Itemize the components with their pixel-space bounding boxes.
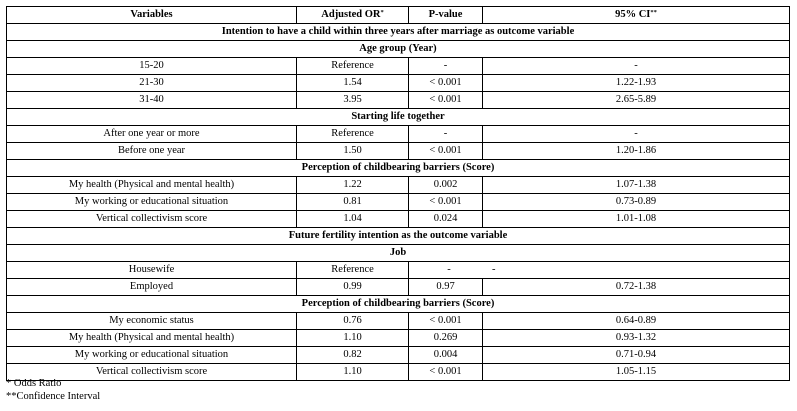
row-or: 3.95	[297, 92, 409, 109]
group-title-row	[7, 296, 790, 313]
row-pvalue: 0.004	[409, 347, 483, 364]
section-title: Intention to have a child within three years after marriage as outcome variable	[7, 24, 790, 41]
row-ci: -	[492, 264, 496, 275]
header-ci: 95% CI**	[483, 7, 790, 24]
row-pvalue: < 0.001	[409, 364, 483, 381]
row-or: Reference	[297, 126, 409, 143]
row-label: 15-20	[7, 58, 297, 75]
row-pvalue: -	[447, 264, 451, 275]
table-row	[7, 364, 790, 381]
group-title-row	[7, 160, 790, 177]
row-or: Reference	[297, 262, 409, 279]
table-row	[7, 126, 790, 143]
row-label: Vertical collectivism score	[7, 364, 297, 381]
row-label: My economic status	[7, 313, 297, 330]
row-pvalue: -	[409, 126, 483, 143]
section-title: Future fertility intention as the outcome variable	[7, 228, 790, 245]
odds-ratio-table	[6, 6, 790, 381]
table-row	[7, 194, 790, 211]
row-label: 21-30	[7, 75, 297, 92]
row-pvalue: < 0.001	[409, 313, 483, 330]
table-row	[7, 143, 790, 160]
table-row	[7, 92, 790, 109]
row-ci: 0.71-0.94	[483, 347, 790, 364]
row-pvalue: 0.97	[409, 279, 483, 296]
row-pvalue: < 0.001	[409, 75, 483, 92]
row-pvalue: < 0.001	[409, 143, 483, 160]
row-or: 1.22	[297, 177, 409, 194]
row-or: 0.81	[297, 194, 409, 211]
group-title: Perception of childbearing barriers (Score)	[7, 160, 790, 177]
group-title: Job	[7, 245, 790, 262]
table-row	[7, 177, 790, 194]
group-title-row	[7, 41, 790, 58]
row-ci: 0.93-1.32	[483, 330, 790, 347]
row-pvalue-ci	[409, 262, 790, 279]
row-or: 0.76	[297, 313, 409, 330]
group-title-row	[7, 245, 790, 262]
header-variables: Variables	[7, 7, 297, 24]
row-ci: 1.22-1.93	[483, 75, 790, 92]
row-label: 31-40	[7, 92, 297, 109]
footnotes	[6, 377, 100, 403]
row-or: 1.50	[297, 143, 409, 160]
section-title-row	[7, 24, 790, 41]
row-pvalue: < 0.001	[409, 194, 483, 211]
row-label: Before one year	[7, 143, 297, 160]
row-ci: -	[483, 126, 790, 143]
row-label: My health (Physical and mental health)	[7, 177, 297, 194]
group-title: Starting life together	[7, 109, 790, 126]
row-ci: 0.73-0.89	[483, 194, 790, 211]
row-or: 1.10	[297, 364, 409, 381]
row-ci: 1.20-1.86	[483, 143, 790, 160]
row-pvalue: 0.269	[409, 330, 483, 347]
row-label: After one year or more	[7, 126, 297, 143]
row-ci: 0.64-0.89	[483, 313, 790, 330]
row-ci: 1.05-1.15	[483, 364, 790, 381]
row-pvalue: < 0.001	[409, 92, 483, 109]
row-or: Reference	[297, 58, 409, 75]
group-title: Perception of childbearing barriers (Score)	[7, 296, 790, 313]
group-title-row	[7, 109, 790, 126]
header-pvalue: P-value	[409, 7, 483, 24]
table-row	[7, 330, 790, 347]
table-row	[7, 211, 790, 228]
row-label: Housewife	[7, 262, 297, 279]
row-pvalue: 0.002	[409, 177, 483, 194]
group-title: Age group (Year)	[7, 41, 790, 58]
table-row	[7, 347, 790, 364]
header-row	[7, 7, 790, 24]
row-ci: 2.65-5.89	[483, 92, 790, 109]
row-or: 1.04	[297, 211, 409, 228]
row-pvalue: -	[409, 58, 483, 75]
row-ci: -	[483, 58, 790, 75]
table-row	[7, 58, 790, 75]
row-or: 0.99	[297, 279, 409, 296]
row-label: Employed	[7, 279, 297, 296]
row-label: Vertical collectivism score	[7, 211, 297, 228]
row-ci: 0.72-1.38	[483, 279, 790, 296]
row-or: 1.54	[297, 75, 409, 92]
row-or: 0.82	[297, 347, 409, 364]
row-label: My working or educational situation	[7, 347, 297, 364]
footnote-odds-ratio: * Odds Ratio	[6, 378, 62, 389]
footnote-confidence-interval: **Confidence Interval	[6, 391, 101, 402]
row-ci: 1.07-1.38	[483, 177, 790, 194]
row-pvalue: 0.024	[409, 211, 483, 228]
table-row	[7, 279, 790, 296]
table-row	[7, 75, 790, 92]
header-adjusted-or: Adjusted OR*	[297, 7, 409, 24]
row-label: My working or educational situation	[7, 194, 297, 211]
row-or: 1.10	[297, 330, 409, 347]
table-row	[7, 313, 790, 330]
row-ci: 1.01-1.08	[483, 211, 790, 228]
section-title-row	[7, 228, 790, 245]
row-label: My health (Physical and mental health)	[7, 330, 297, 347]
table-row	[7, 262, 790, 279]
